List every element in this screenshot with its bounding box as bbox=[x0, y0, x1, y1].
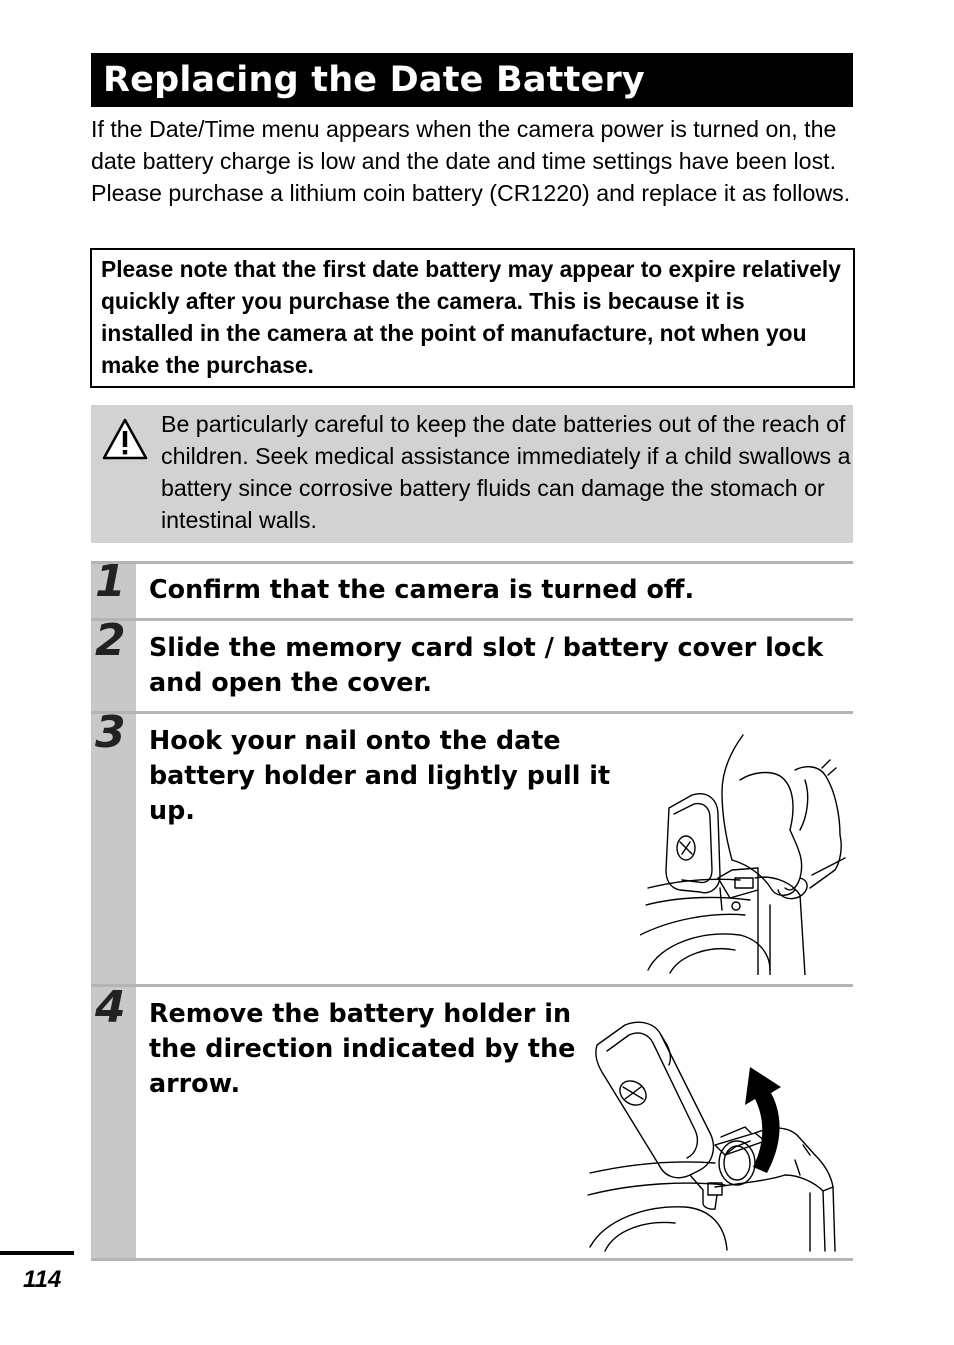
section-title-bar bbox=[91, 53, 853, 107]
caution-box bbox=[91, 405, 853, 543]
page-number: 114 bbox=[23, 1266, 62, 1293]
step-divider bbox=[91, 984, 853, 987]
step-1-number: 1 bbox=[95, 556, 126, 607]
page-title: Replacing the Date Battery bbox=[103, 60, 645, 100]
note-text: Please note that the first date battery may appear to expire relatively quickly after you purchase the camera. This is because it is installed in the camera at the point of manufacture, not when you make the purchase. bbox=[101, 256, 841, 378]
battery-holder-removal-illustration bbox=[585, 1015, 840, 1255]
warning-triangle-icon bbox=[101, 417, 149, 461]
note-box bbox=[90, 248, 855, 388]
intro-paragraph: If the Date/Time menu appears when the camera power is turned on, the date battery charge is low and the date and time settings have been lost. Please purchase a lithium coin battery (CR1220) and replace it as follows. bbox=[91, 116, 851, 206]
step-number-column bbox=[91, 564, 136, 1259]
step-1-text: Confirm that the camera is turned off. bbox=[149, 574, 695, 604]
step-4-text: Remove the battery holder in the direction indicated by the arrow. bbox=[149, 998, 576, 1098]
step-2-number: 2 bbox=[95, 615, 126, 666]
step-2-text: Slide the memory card slot / battery cover lock and open the cover. bbox=[149, 632, 824, 697]
page-number-rule bbox=[0, 1251, 74, 1255]
step-divider bbox=[91, 711, 853, 714]
step-divider bbox=[91, 618, 853, 621]
step-divider bbox=[91, 561, 853, 564]
caution-text: Be particularly careful to keep the date batteries out of the reach of children. Seek medical assistance immediately if a child swallows a battery since corrosive battery fluids can damage the stomach or intestinal walls. bbox=[161, 411, 851, 533]
step-4-number: 4 bbox=[95, 982, 126, 1033]
camera-fingers-illustration bbox=[640, 730, 850, 975]
step-3-number: 3 bbox=[95, 707, 126, 758]
step-3-text: Hook your nail onto the date battery holder and lightly pull it up. bbox=[149, 725, 611, 825]
step-divider bbox=[91, 1258, 853, 1261]
